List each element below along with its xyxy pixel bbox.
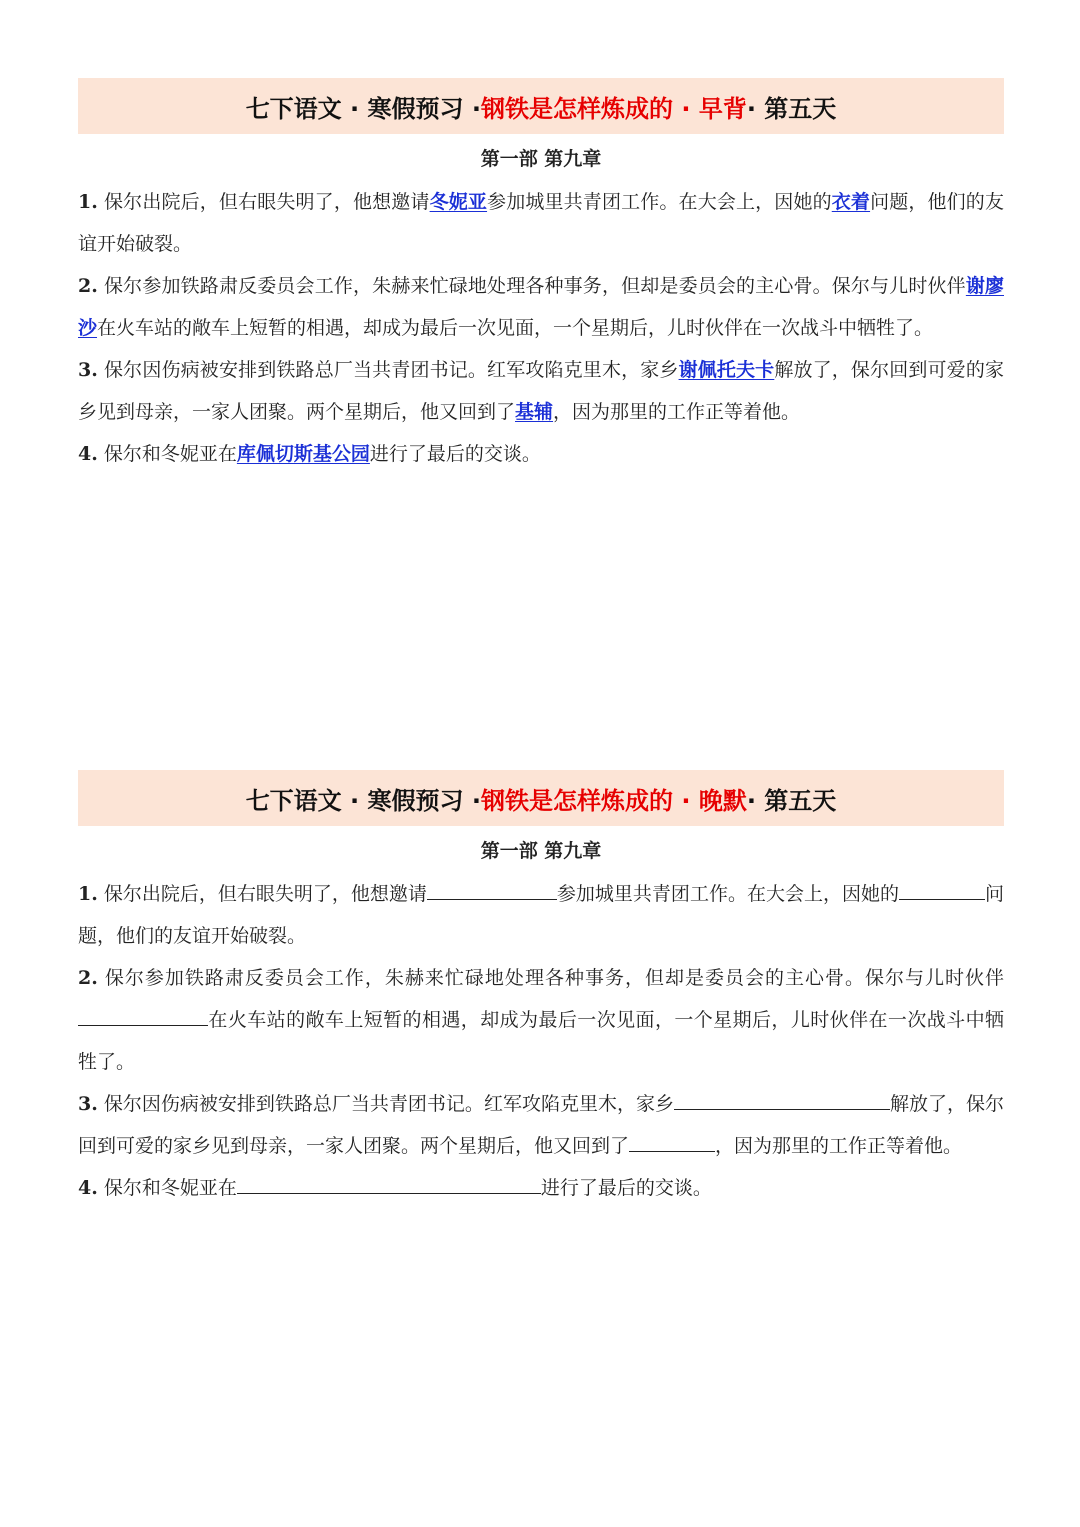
answer-text: 衣着	[831, 191, 871, 213]
item-number: 3.	[78, 1093, 98, 1115]
item-text: 保尔因伤病被安排到铁路总厂当共青团书记。红军攻陷克里木，家乡	[97, 1093, 674, 1115]
item-text: ，因为那里的工作正等着他。	[553, 401, 801, 423]
item-number: 1.	[78, 883, 98, 905]
item-text: ，因为那里的工作正等着他。	[715, 1135, 963, 1157]
item-text: 问题，他们的友谊开始破裂。	[78, 883, 1004, 947]
evening-title-band	[78, 770, 1004, 826]
item-text: 解放了，保尔回到可爱的家乡见到母亲，一家人团聚。两个星期后，他又回到了	[78, 359, 1004, 423]
morning-item-2	[78, 265, 1004, 349]
evening-title-highlight: 钢铁是怎样炼成的 · 晚默	[481, 786, 747, 815]
item-text: 保尔参加铁路肃反委员会工作，朱赫来忙碌地处理各种事务，但却是委员会的主心骨。保尔与儿时伙伴	[97, 967, 1004, 989]
morning-title-highlight: 钢铁是怎样炼成的 · 早背	[481, 94, 747, 123]
item-number: 2.	[78, 275, 98, 297]
item-text: 保尔出院后，但右眼失明了，他想邀请	[97, 883, 427, 905]
answer-blank[interactable]	[237, 1173, 541, 1194]
morning-title-prefix: 七下语文 · 寒假预习 ·	[245, 94, 481, 123]
evening-item-2	[78, 957, 1004, 1083]
item-number: 4.	[78, 1177, 98, 1199]
item-text: 在火车站的敞车上短暂的相遇，却成为最后一次见面，一个星期后，儿时伙伴在一次战斗中牺牲了。	[97, 317, 934, 339]
morning-item-1	[78, 181, 1004, 265]
item-text: 进行了最后的交谈。	[369, 443, 541, 465]
item-number: 3.	[78, 359, 98, 381]
morning-title-band	[78, 78, 1004, 134]
answer-blank[interactable]	[78, 1005, 208, 1026]
morning-item-4	[78, 433, 1004, 475]
morning-subtitle: 第一部 第九章	[480, 148, 602, 170]
evening-items	[78, 873, 1004, 1209]
answer-blank[interactable]	[674, 1089, 890, 1110]
item-number: 4.	[78, 443, 98, 465]
evening-item-3	[78, 1083, 1004, 1167]
item-text: 保尔出院后，但右眼失明了，他想邀请	[97, 191, 430, 213]
item-text: 解放了，保尔回到可爱的家乡见到母亲，一家人团聚。两个星期后，他又回到了	[78, 1093, 1004, 1157]
morning-section	[78, 78, 1004, 475]
answer-blank[interactable]	[899, 879, 985, 900]
item-number: 1.	[78, 191, 98, 213]
item-text: 在火车站的敞车上短暂的相遇，却成为最后一次见面，一个星期后，儿时伙伴在一次战斗中牺牲了。	[78, 1009, 1004, 1073]
item-text: 参加城里共青团工作。在大会上，因她的	[487, 191, 832, 213]
item-text: 问题，他们的友谊开始破裂。	[78, 191, 1004, 255]
item-text: 保尔因伤病被安排到铁路总厂当共青团书记。红军攻陷克里木，家乡	[97, 359, 679, 381]
answer-text: 库佩切斯基公园	[236, 443, 370, 465]
answer-text: 基辅	[515, 401, 554, 423]
item-text: 保尔参加铁路肃反委员会工作，朱赫来忙碌地处理各种事务，但却是委员会的主心骨。保尔与儿时伙伴	[97, 275, 966, 297]
answer-blank[interactable]	[427, 879, 557, 900]
item-text: 保尔和冬妮亚在	[97, 443, 237, 465]
evening-section	[78, 770, 1004, 1209]
evening-title-prefix: 七下语文 · 寒假预习 ·	[245, 786, 481, 815]
evening-subtitle: 第一部 第九章	[480, 840, 602, 862]
item-text: 保尔和冬妮亚在	[97, 1177, 237, 1199]
item-text: 参加城里共青团工作。在大会上，因她的	[556, 883, 899, 905]
answer-blank[interactable]	[629, 1131, 715, 1152]
evening-title-suffix: · 第五天	[746, 786, 837, 815]
answer-text: 冬妮亚	[429, 191, 488, 213]
evening-item-4	[78, 1167, 1004, 1209]
morning-item-3	[78, 349, 1004, 433]
answer-text: 谢佩托夫卡	[678, 359, 775, 381]
answer-text: 谢廖沙	[78, 275, 1004, 339]
morning-items	[78, 181, 1004, 475]
item-text: 进行了最后的交谈。	[540, 1177, 712, 1199]
evening-item-1	[78, 873, 1004, 957]
morning-title-suffix: · 第五天	[746, 94, 837, 123]
item-number: 2.	[78, 967, 98, 989]
